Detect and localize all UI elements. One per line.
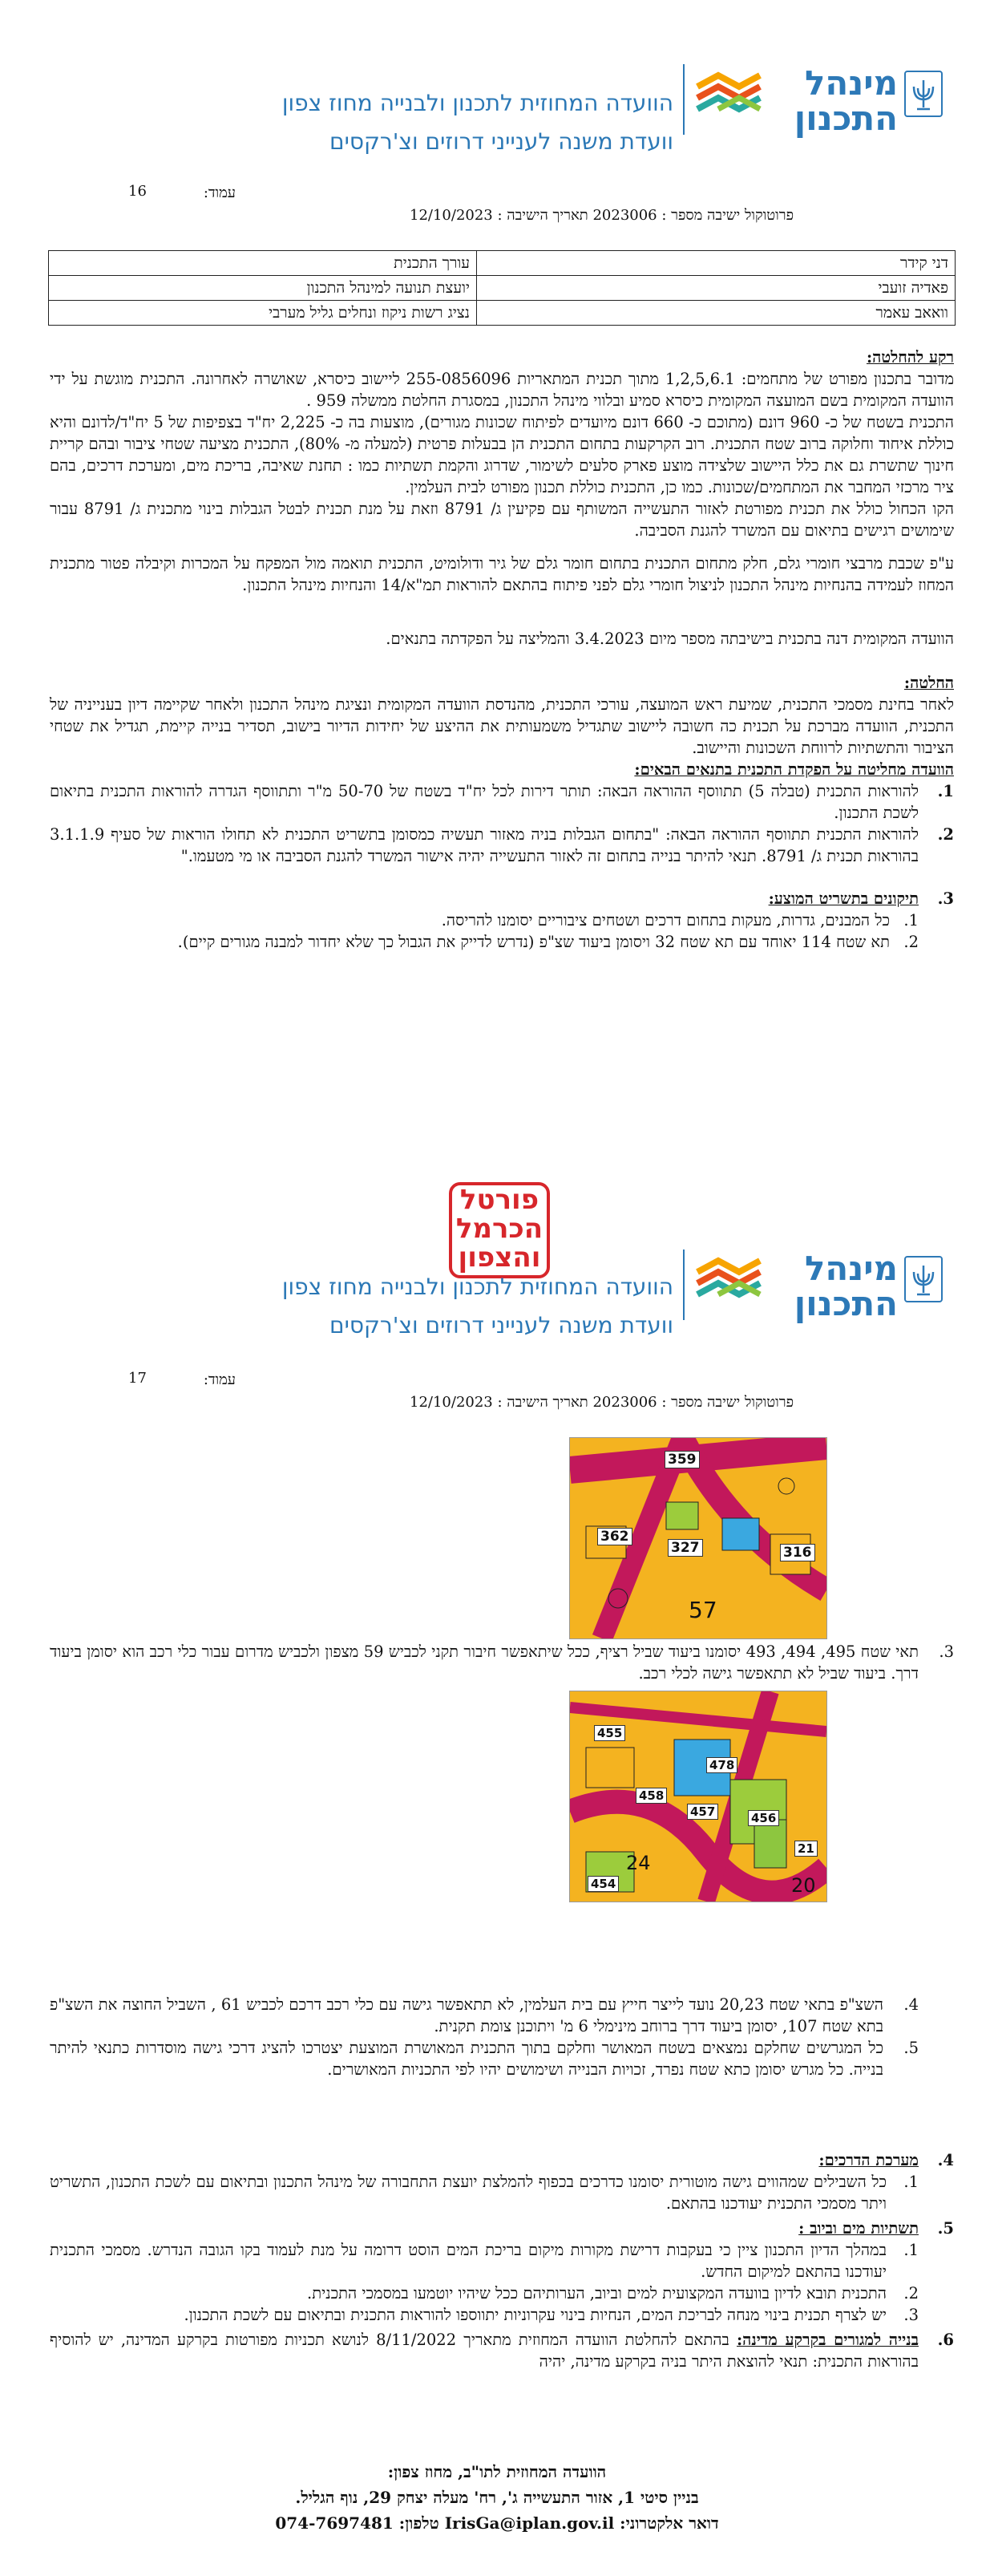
section-heading: בנייה למגורים בקרקע מדינה: [736, 2331, 919, 2349]
background-paragraph-3: הקו הכחול כולל את תכנית מפורטת לאזור התעשייה המשותף עם פקיעין ג/ 8791 וזאת על מנת תכנית לבטל הגבלות בינוי מתכנית ג/ 8791 עבור שימושים רגישים בתיאום עם המשרד להגנת הסביבה. [50, 500, 954, 540]
list-number: 3. [903, 2306, 919, 2324]
list-text: במהלך הדיון התכנון ציין כי בעקבות דרישת מקורות מיקום בריכת המים הוסט דרומה על מנת לעמוד בקו הגובה הנדרש. מסמכי התכנית יעודכנו בהתאם למיקום החדש. [50, 2241, 887, 2281]
map-label: 20 [791, 1874, 816, 1897]
map-label: 456 [748, 1810, 779, 1826]
page-number: 17 [128, 1370, 147, 1387]
table-row [49, 276, 956, 301]
footer-line3: דואר אלקטרוני: IrisGa@iplan.gov.il טלפון: 074-7697481 [275, 2513, 719, 2533]
list-text: כל השבילים שמהווים גישה מוטורית יסומנו כדרכים בכפוף להמלצת יועצת התחבורה של מינהל התכנון ובתיאום עם לשכת התכנון, התשריט ויתר מסמכי התכנית יעודכנו בהתאם. [50, 2173, 887, 2213]
page2-sections [50, 2149, 954, 2372]
list-text: יש לצרף תכנית בינוי מנחה לבריכת המים, הנחיות בינוי עקרוניות יתווספו להוראות התכנית ובתיאום עם לשכת התכנון. [184, 2306, 887, 2324]
header-title-line2: וועדת משנה לענייני דרוזים וצ'רקסים [329, 128, 673, 155]
header-title-line1: הוועדה המחוזית לתכנון ולבנייה מחוז צפון [281, 90, 673, 116]
list-item [50, 2239, 954, 2282]
logo-chevrons-icon [694, 1253, 766, 1304]
map-label: 327 [668, 1539, 703, 1557]
map-label: 478 [706, 1757, 737, 1773]
decision-subheading: הוועדה מחליטה על הפקדת התכנית בתנאים הבאים: [634, 760, 954, 779]
plan-map-2 [569, 1691, 827, 1902]
plan-map-1 [569, 1437, 827, 1639]
stamp-line1: פורטל [459, 1184, 539, 1216]
header-page2 [0, 1235, 994, 1363]
table-row [49, 301, 956, 326]
local-committee-line: הוועדה המקומית דנה בתכנית בישיבתה מספר מיום 3.4.2023 והמליצה על הפקדתה בתנאים. [386, 630, 954, 648]
section-5 [50, 2218, 954, 2239]
map-label: 457 [687, 1804, 718, 1820]
section-heading: מערכת הדרכים: [818, 2151, 919, 2169]
list-number: 1. [903, 2173, 919, 2191]
page-footer [96, 2459, 898, 2536]
list-item [50, 2037, 919, 2080]
page2-body [50, 1994, 919, 2088]
background-heading: רקע להחלטה: [866, 348, 954, 367]
logo-line2: התכנון [794, 1284, 898, 1323]
background-paragraph-1: מדובר בתכנון מפורט של מתחמים: 1,2,5,6.1 מתוך תכנית המתאריות 255-0856096 ליישוב כיסרא, שאושרה לאחרונה. התכנית מוגשת על ידי הוועדה המקומית בשם המועצה המקומית כיסרא סמיע ובלווי מינהל התכנון, במסגרת החלטת ממשלה 959 . [50, 370, 955, 410]
table-cell-role: עורך התכנית [49, 251, 477, 276]
section-number: 4. [937, 2151, 954, 2169]
page-number-label: עמוד: [203, 184, 236, 201]
condition-number: 2. [937, 825, 954, 844]
logo-chevrons-icon [694, 67, 766, 119]
map-label: 57 [689, 1597, 717, 1623]
list-item [50, 1641, 954, 1684]
section-number: 3. [937, 889, 954, 908]
map-label: 458 [636, 1788, 667, 1804]
footer-line2: בניין סיטי 1, אזור התעשייה ג', רח' מעלה יצחק 29, נוף הגליל. [295, 2488, 699, 2507]
header-title-line1: הוועדה המחוזית לתכנון ולבנייה מחוז צפון [281, 1274, 673, 1300]
condition-number: 1. [937, 782, 954, 800]
background-paragraph-2: התכנית בשטח של כ- 960 דונם (מתוכם כ- 660 דונם מיועדים לפיתוח שכונות מגורים), מוצעות בה כ- 2,225 יח"ד בצפיפות של 5 יח"ד/לדונם והיא כוללת איחוד וחלוקה ברוב שטח התכנית. רוב הקרקעות בתחום התכנית הן בבעלות פרטית (למעלה מ- 80%), התכנית מציעה שטחי ציבור ובהם קריית חינוך שתשרת גם את כלל היישוב שלצידה מוצע פארק סלעים לשימור, שדרוג והקמת תשתיות כמו : תחנת שאיבה, בריכת מים, ומערכת דרכים, בהם ציר מרכזי המחבר את המתחמים/שכונות. כמו כן, התכנית כוללת תכנון מפורט לבית העלמין. [50, 413, 955, 496]
map-label: 455 [594, 1725, 625, 1741]
map-label: 24 [626, 1852, 651, 1874]
section-heading: תשתיות מים וביוב : [798, 2219, 919, 2238]
menorah-emblem-icon [904, 71, 943, 117]
condition-item [50, 824, 954, 867]
decision-heading: החלטה: [903, 674, 954, 692]
list-item [50, 2171, 954, 2214]
list-number: 5. [903, 2039, 919, 2057]
condition-text: להוראות התכנית תתווסף ההוראה הבאה: "בתחום הגבלות בניה מאזור תעשיה כמסומן בתשריט התכנית לא תחולו הוראות של סעיף 3.1.1.9 בהוראות תכנית ג/ 8791. תנאי להיתר בנייה בתחום זה לאזור התעשייה יהיה אישור המשרד להגנת הסביבה או מי מטעמו." [50, 825, 919, 865]
section-heading: תיקונים בתשריט המוצע: [768, 889, 919, 908]
list-item [50, 2282, 954, 2304]
section-text: בהתאם להחלטת הוועדה המחוזית מתאריך 8/11/2022 לנושא תכניות מפורטות בקרקע המדינה, יש להוסיף בהוראות התכנית: תנאי להוצאת היתר בניה בקרקע מדינה, יהיה [50, 2331, 919, 2371]
header-divider [683, 1250, 685, 1320]
list-number: 1. [903, 911, 919, 930]
list-number: 2. [903, 2284, 919, 2303]
list-text: תא שטח 114 יאוחד עם תא שטח 32 ויסומן ביעוד שצ"פ (נדרש לדייק את הגבול כך שלא יחדור למבנה מגורים קיים). [177, 933, 890, 951]
list-text: תאי שטח 495, 494, 493 יסומנו ביעוד שביל רציף, ככל שיתאפשר חיבור תקני לכביש 59 מצפון ולכביש מדרום עבור כלי רכב הוא יסומן ביעוד דרך. ביעוד שביל לא תתאפשר גישה לכלי רכב. [50, 1642, 919, 1683]
header-page1 [0, 0, 994, 160]
list-number: 1. [903, 2241, 919, 2259]
table-cell-role: יועצת תנועה למינהל התכנון [49, 276, 477, 301]
section-number: 6. [937, 2331, 954, 2349]
page-number-label: עמוד: [203, 1371, 236, 1388]
condition-item [50, 780, 954, 824]
section-4 [50, 2149, 954, 2171]
stamp-line3: והצפון [458, 1241, 541, 1274]
list-text: כל המגרשים שחלקם נמצאים בשטח המאושר וחלקם בתוך התכנית המאושרת המוצעת יצטרכו להציג דרכי גישה מוסדרות כתנאי להיתר בנייה. כל מגרש יסומן כתא שטח נפרד, זכויות הבנייה ושימושים יהיו לפי התכניות המאושרים. [50, 2039, 883, 2079]
header-title-line2: וועדת משנה לענייני דרוזים וצ'רקסים [329, 1312, 673, 1339]
table-cell-role: נציג רשות ניקוז ונחלים גליל מערבי [49, 301, 477, 326]
logo-line1: מינהל [804, 63, 898, 103]
section-3 [50, 888, 954, 909]
protocol-line: פרוטוקול ישיבה מספר : 2023006 תאריך הישיבה : 12/10/2023 [410, 207, 794, 224]
logo-line2: התכנון [794, 99, 898, 138]
logo-wordmark [754, 1251, 898, 1322]
table-row [49, 251, 956, 276]
map-label: 362 [597, 1528, 632, 1545]
header-divider [683, 64, 685, 135]
list-number: 3. [939, 1642, 954, 1661]
stamp-line2: הכרמל [455, 1213, 543, 1245]
section-number: 5. [937, 2219, 954, 2238]
map-label: 359 [665, 1451, 700, 1468]
list-item [50, 909, 954, 931]
list-item [50, 1994, 919, 2037]
table-cell-name: וואאב עאמר [477, 301, 956, 326]
protocol-line: פרוטוקול ישיבה מספר : 2023006 תאריך הישיבה : 12/10/2023 [410, 1394, 794, 1411]
page-number: 16 [128, 183, 147, 200]
logo-line1: מינהל [804, 1249, 898, 1288]
list-item [50, 2304, 954, 2326]
background-paragraph-4: ע"פ שכבת מרבצי חומרי גלם, חלק מתחום התכנית בתחום חומר גלם של גיר ודולומיט, התכנית תואמה מול המפקח על המכרות וקיבלה פטור מתכנית המחוז לעמידה בהנחיות מינהל התכנון לניצול חומרי גלם לפני פיתוח בהתאם להוראות תמ"א/14 והנחיות מינהל התכנון. [50, 554, 954, 594]
section-6 [50, 2329, 954, 2372]
condition-text: להוראות התכנית (טבלה 5) תתווסף ההוראה הבאה: תותר דירות לכל יח"ד בשטח של 50-70 מ"ר ותתווסף הגדרה להוראות התכנית בתיאום לשכת התכנון. [50, 782, 919, 822]
list-item [50, 931, 954, 953]
page1-body [50, 346, 954, 953]
decision-paragraph: לאחר בחינת מסמכי התכנית, שמיעת ראש המועצה, עורכי התכנית, מהנדסת הוועדה המקומית ונציגת מינהל התכנון ולאחר שקיימה דיון בענייניה של התכנית, הוועדה מברכת על תכנית כה חשובה ליישוב שתגדיל משמעותית את ההיצע של יחידות הדיור בישוב, תסדיר בנייה קיימת, תגדיל את שטחי הציבור והתשתיות לרווחת השכונות והיישוב. [50, 695, 954, 757]
list-number: 2. [903, 933, 919, 951]
staff-table [48, 250, 956, 326]
list-text: כל המבנים, גדרות, מעקות בתחום דרכים ושטחים ציבוריים יסומנו להריסה. [441, 911, 890, 930]
footer-line1: הוועדה המחוזית לתו"ב, מחוז צפון: [387, 2462, 607, 2481]
table-cell-name: דני קידר [477, 251, 956, 276]
menorah-emblem-icon [904, 1256, 943, 1302]
logo-wordmark [754, 63, 898, 138]
table-cell-name: פאדיה זועבי [477, 276, 956, 301]
map-label: 454 [588, 1876, 619, 1892]
list-number: 4. [903, 1995, 919, 2014]
map-label: 21 [794, 1841, 818, 1857]
list-text: השצ"פ בתאי שטח 20,23 נועד לייצר חייץ עם בית העלמין, לא תתאפשר גישה עם כלי רכב דרכם לכביש 61 , השביל החוצה את השצ"פ בתא שטח 107, יסומן ביעוד דרך ברוחב מינימלי 6 מ' ויתוכנן צומת תקנית. [50, 1995, 884, 2035]
list-text: התכנית תובא לדיון בוועדה המקצועית למים וביוב, הערותיהם ככל שיהיו יוטמעו במסמכי התכנית. [307, 2284, 887, 2303]
map-label: 316 [780, 1544, 815, 1561]
